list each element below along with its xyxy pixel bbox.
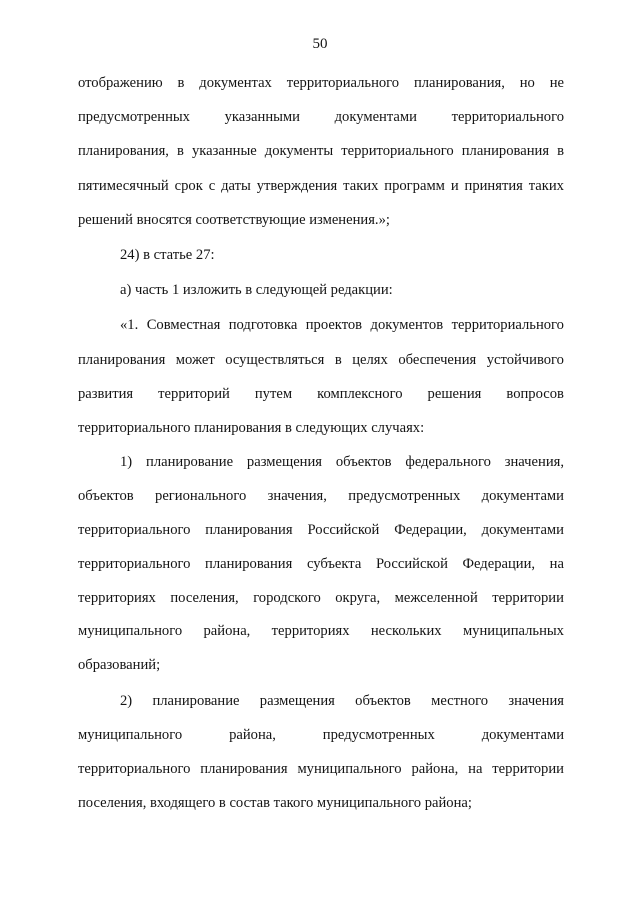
text-line: муниципального района, территориях нескольких муниципальных xyxy=(78,623,564,639)
text-line: «1. Совместная подготовка проектов документов территориального xyxy=(120,317,564,333)
text-line: территориях поселения, городского округа, межселенной территории xyxy=(78,590,564,606)
text-line: планирования может осуществляться в целях обеспечения устойчивого xyxy=(78,352,564,368)
text-line: поселения, входящего в состав такого муниципального района; xyxy=(78,795,472,811)
text-line: развития территорий путем комплексного решения вопросов xyxy=(78,386,564,402)
text-line: предусмотренных указанными документами территориального xyxy=(78,109,564,125)
page-number: 50 xyxy=(312,36,328,52)
subsection-item: а) часть 1 изложить в следующей редакции: xyxy=(120,282,393,298)
text-line: территориального планирования субъекта Российской Федерации, на xyxy=(78,556,564,572)
text-line: муниципального района, предусмотренных документами xyxy=(78,727,564,743)
section-item: 24) в статье 27: xyxy=(120,247,215,263)
text-line: объектов регионального значения, предусмотренных документами xyxy=(78,488,564,504)
text-line: территориального планирования в следующих случаях: xyxy=(78,420,425,436)
text-line: решений вносятся соответствующие изменения.»; xyxy=(78,212,390,228)
text-line: 2) планирование размещения объектов местного значения xyxy=(120,693,564,709)
text-line: 1) планирование размещения объектов федерального значения, xyxy=(120,454,564,470)
text-line: территориального планирования муниципального района, на территории xyxy=(78,761,564,777)
text-line: отображению в документах территориального планирования, но не xyxy=(78,75,564,91)
text-line: территориального планирования Российской Федерации, документами xyxy=(78,522,564,538)
text-line: пятимесячный срок с даты утверждения таких программ и принятия таких xyxy=(78,178,564,194)
text-line: планирования, в указанные документы территориального планирования в xyxy=(78,143,564,159)
text-line: образований; xyxy=(78,657,161,673)
